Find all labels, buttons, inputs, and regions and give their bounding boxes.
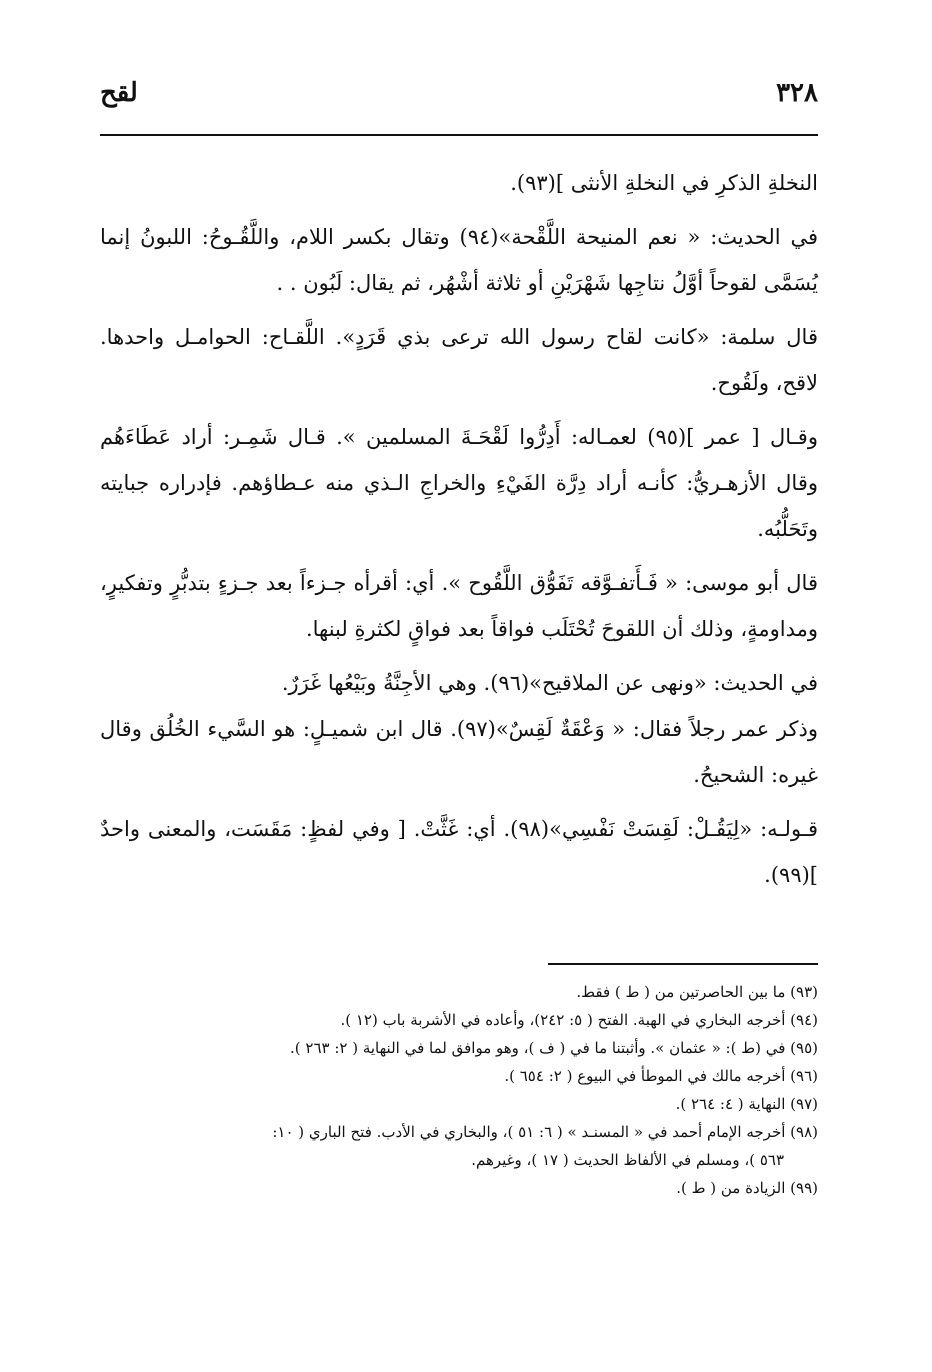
footnote: (٩٤) أخرجه البخاري في الهبة. الفتح ( ٥: ٢٤٢)، وأعاده في الأشربة باب (١٢ ). (340, 1011, 818, 1029)
page-header (100, 78, 818, 122)
paragraph: في الحديث: «ونهى عن الملاقيح»(٩٦). وهي الأجِنَّةُ وبَيْعُها غَرَرٌ. (281, 671, 818, 695)
footnote: (٩٣) ما بين الحاصرتين من ( ط ) فقط. (576, 983, 818, 1001)
footnotes (100, 978, 818, 1202)
footnote-rule (548, 963, 818, 965)
main-text (100, 160, 818, 906)
footnote: (٩٨) أخرجه الإمام أحمد في « المسنـد » ( ٦: ٥١ )، والبخاري في الأدب. فتح الباري ( ١٠: (272, 1123, 818, 1141)
footnote: (٩٦) أخرجه مالك في الموطأ في البيوع ( ٢: ٦٥٤ ). (504, 1067, 818, 1085)
paragraph: في الحديث: « نعم المنيحة اللَّقْحة»(٩٤) وتقال بكسر اللام، واللَّقُـوحُ: اللبونُ إنما يُسَمَّى لقوحاً أوَّلُ نتاجِها شَهْرَيْنِ أو ثلاثة أشْهُر، ثم يقال: لَبُون . . (100, 225, 818, 295)
paragraph: النخلةِ الذكرِ في النخلةِ الأنثى ](٩٣). (510, 171, 818, 195)
running-head: لقح (100, 78, 138, 108)
page-number: ٣٢٨ (776, 78, 818, 108)
footnote: (٩٥) في (ط ): « عثمان ». وأثبتنا ما في ( ف )، وهو موافق لما في النهاية ( ٢: ٢٦٣ ). (290, 1039, 818, 1057)
paragraph: قـولـه: «لِيَقُـلْ: لَقِسَتْ نَفْسِي»(٩٨). أي: غَثَّتْ. [ وفي لفظٍ: مَقَسَت، والمعنى واحدٌ ](٩٩). (100, 817, 818, 887)
paragraph: وذكر عمر رجلاً فقال: « وَعْقَةٌ لَقِسٌ»(٩٧). قال ابن شميـلٍ: هو السَّيء الخُلُق وقال غيره: الشحيحُ. (100, 717, 818, 787)
footnote: (٩٩) الزيادة من ( ط ). (676, 1179, 818, 1197)
paragraph: قال سلمة: «كانت لقاح رسول الله ترعى بذي قَرَدٍ». اللَّقـاح: الحوامـل واحدها. لاقح، ولَقُوح. (100, 325, 818, 395)
header-rule (100, 134, 818, 136)
paragraph: قال أبو موسى: « فَـأَتفـوَّقه تَفَوُّق اللَّقُوح ». أي: أقرأه جـزءاً بعد جـزءٍ بتدبُّرٍ وتفكيرٍ، ومداومةٍ، وذلك أن اللقوحَ تُحْتَلَب فواقاً بعد فواقٍ لكثرةِ لبنها. (100, 571, 818, 641)
footnote-continuation: ٥٦٣ )، ومسلم في الألفاظ الحديث ( ١٧ )، وغيرهم. (471, 1151, 784, 1169)
footnote: (٩٧) النهاية ( ٤: ٢٦٤ ). (675, 1095, 818, 1113)
paragraph: وقـال [ عمر ](٩٥) لعمـاله: أَدِرُّوا لَقْحَـةَ المسلمين ». قـال شَمِـر: أراد عَطَاءَهُم وقال الأزهـريُّ: كأنـه أراد دِرَّة الفَيْءِ والخراجِ الـذي منه عـطاؤهم. فإدراره جبايته وتَحَلُّبُه. (100, 425, 818, 541)
